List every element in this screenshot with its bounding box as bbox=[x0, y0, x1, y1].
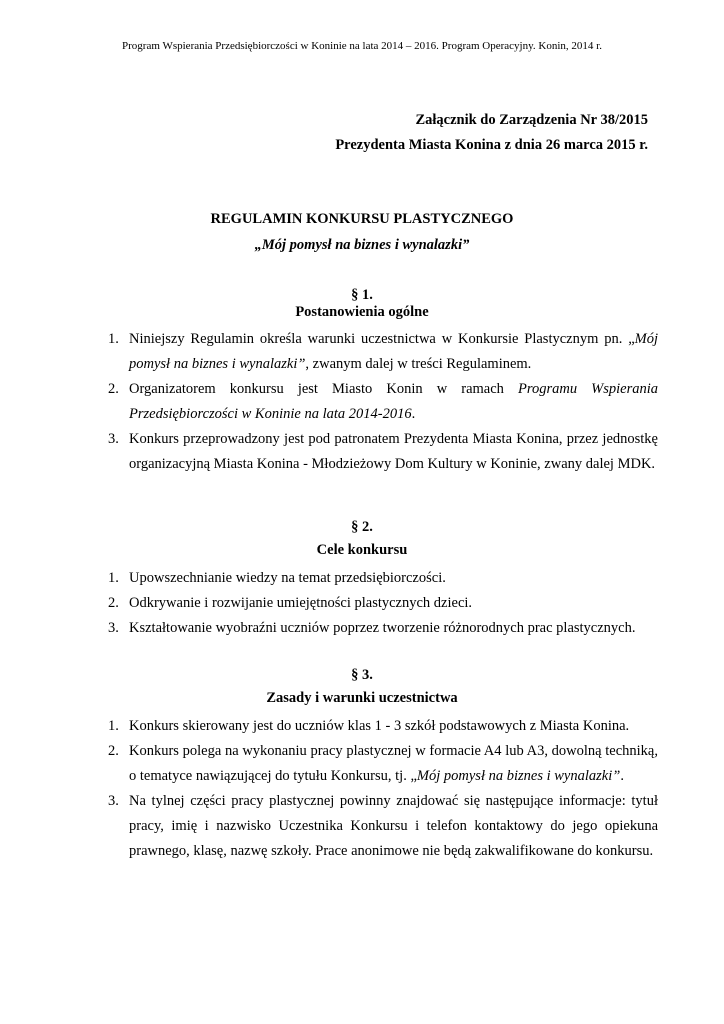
document-title: REGULAMIN KONKURSU PLASTYCZNEGO bbox=[210, 211, 514, 227]
section-1-title: Postanowienia ogólne bbox=[295, 304, 429, 320]
attachment-line-2: Prezydenta Miasta Konina z dnia 26 marca 2015 r. bbox=[335, 137, 648, 153]
section-2-title: Cele konkursu bbox=[316, 542, 408, 558]
section-1-number: § 1. bbox=[351, 287, 373, 303]
list-item: 2. Organizatorem konkursu jest Miasto Konin w ramach Programu Wspierania Przedsiębiorczości w Koninie na lata 2014-2016. bbox=[108, 381, 659, 422]
list-item: 1. Konkurs skierowany jest do uczniów klas 1 - 3 szkół podstawowych z Miasta Konina. bbox=[108, 718, 630, 734]
section-2-list bbox=[108, 566, 658, 641]
section-3-list bbox=[108, 714, 658, 864]
list-item: 2. Konkurs polega na wykonaniu pracy plastycznej w formacie A4 lub A3, dowolną techniką, o tematyce nawiązującej do tytułu Konkursu, tj. „Mój pomysł na biznes i wynalazki”. bbox=[108, 743, 658, 784]
attachment-line-1: Załącznik do Zarządzenia Nr 38/2015 bbox=[415, 112, 648, 128]
section-3-number: § 3. bbox=[351, 667, 373, 683]
list-item: 2. Odkrywanie i rozwijanie umiejętności plastycznych dzieci. bbox=[108, 595, 473, 611]
section-3-title: Zasady i warunki uczestnictwa bbox=[266, 690, 458, 706]
section-2-number: § 2. bbox=[351, 519, 373, 535]
document-subtitle: „Mój pomysł na biznes i wynalazki” bbox=[254, 237, 470, 253]
list-item: 3. Na tylnej części pracy plastycznej powinny znajdować się następujące informacje: tytuł pracy, imię i nazwisko Uczestnika Konkursu i telefon kontaktowy do jego opiekuna prawnego, klasę, nazwę szkoły. Prace anonimowe nie będą zakwalifikowane do konkursu. bbox=[108, 793, 658, 859]
list-item: 3. Konkurs przeprowadzony jest pod patronatem Prezydenta Miasta Konina, przez jednostkę organizacyjną Miasta Konina - Młodzieżowy Dom Kultury w Koninie, zwany dalej MDK. bbox=[108, 431, 658, 472]
running-header: Program Wspierania Przedsiębiorczości w Koninie na lata 2014 – 2016. Program Operacyjny. Konin, 2014 r. bbox=[122, 40, 602, 52]
list-item: 1. Niniejszy Regulamin określa warunki uczestnictwa w Konkursie Plastycznym pn. „Mój pomysł na biznes i wynalazki”, zwanym dalej w treści Regulaminem. bbox=[108, 331, 658, 372]
list-item: 1. Upowszechnianie wiedzy na temat przedsiębiorczości. bbox=[108, 570, 446, 586]
list-item: 3. Kształtowanie wyobraźni uczniów poprzez tworzenie różnorodnych prac plastycznych. bbox=[108, 620, 636, 636]
section-1-list bbox=[108, 327, 658, 477]
